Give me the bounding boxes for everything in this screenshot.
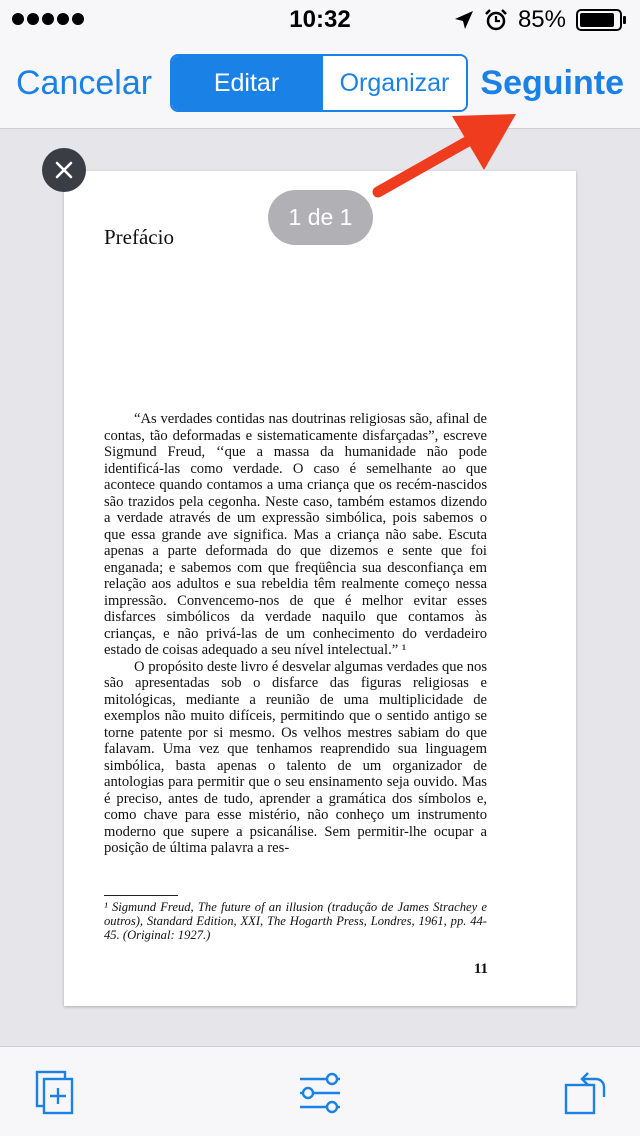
location-arrow-icon [454, 10, 474, 30]
status-time: 10:32 [289, 6, 351, 33]
document-paragraph: O propósito deste livro é desvelar algumas verdades que nos são apresentadas sob o disfarce das figuras religiosas e mitológicas, mediante a reunião de uma multiplicidade de exemplos não muito difíceis, permitindo que o sentido antigo se torne patente por si mesmo. Os velhos mestres sabiam do que falavam. Uma vez que tenhamos reaprendido sua linguagem simbólica, basta apenas o talento de um organizador de antologias para permitir que o seu ensinamento seja ouvido. Mas é preciso, antes de tudo, aprender a gramática dos símbolos e, como chave para esse mistério, não conheço um instrumento moderno que supere a psicanálise. Sem permitir-lhe ocupar a posição de última palavra a res- [104, 658, 487, 856]
close-icon [54, 160, 74, 180]
tab-organizar[interactable]: Organizar [321, 56, 466, 110]
battery-icon [576, 8, 628, 32]
alarm-clock-icon [484, 8, 508, 32]
mode-segmented-control [170, 54, 468, 112]
footnote-divider [104, 895, 178, 896]
filter-adjust-icon[interactable] [296, 1069, 344, 1117]
page-counter: 1 de 1 [268, 190, 373, 245]
rotate-icon[interactable] [562, 1069, 610, 1117]
scanned-page[interactable] [64, 171, 576, 1006]
nav-bar [0, 40, 640, 129]
bottom-toolbar [0, 1046, 640, 1136]
delete-page-button[interactable] [42, 148, 86, 192]
document-body [104, 411, 487, 857]
tab-editar[interactable]: Editar [172, 56, 321, 110]
document-title: Prefácio [104, 225, 174, 249]
next-button[interactable]: Seguinte [480, 64, 624, 102]
battery-percent: 85% [517, 6, 566, 33]
document-page-number: 11 [473, 961, 488, 977]
document-footnote: ¹ Sigmund Freud, The future of an illusion (tradução de James Strachey e outros), Standard Edition, XXI, The Hogarth Press, Londres, 1961, pp. 44-45. (Original: 1927.) [104, 900, 487, 942]
add-page-icon[interactable] [34, 1069, 82, 1117]
document-paragraph: “As verdades contidas nas doutrinas religiosas são, afinal de contas, tão deformadas e sistematicamente disfarçadas”, escreve Sigmund Freud, ‘‘que a massa da humanidade não pode identificá-las como verdade. O caso é semelhante ao que acontece quando contamos a uma criança que os recém-nascidos são trazidos pela cegonha. Neste caso, também estamos dizendo a verdade através de um expressão simbólica, pois sabemos o que essa grande ave significa. Mas a criança não sabe. Escuta apenas a parte deformada do que dizemos e sente que foi enganada; e sabemos com que freqüência sua desconfiança em relação aos adultos e sua rebeldia têm realmente começo nessa impressão. Convencemo-nos de que é melhor evitar esses disfarces simbólicos da verdade naquilo que contamos às crianças, e não privá-las de um conhecimento do verdadeiro estado de coisas adequado a seu nível intelectual.” ¹ [104, 411, 487, 658]
status-bar [0, 0, 640, 40]
cancel-button[interactable]: Cancelar [16, 64, 153, 102]
